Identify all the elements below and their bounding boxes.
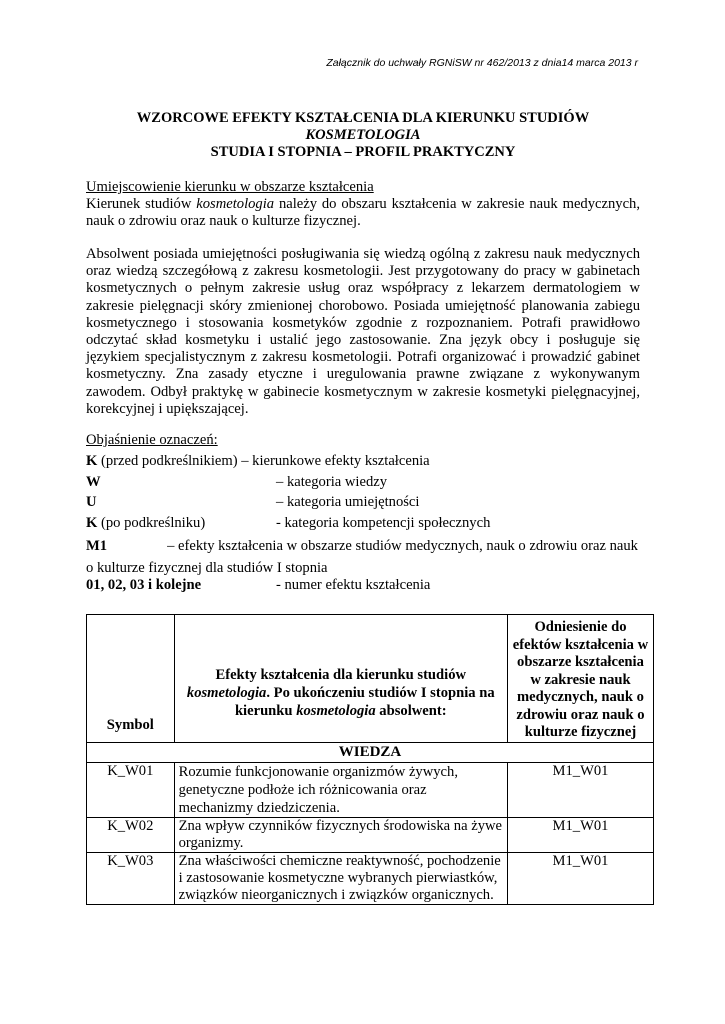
table-header-row — [87, 615, 654, 743]
location-paragraph — [86, 196, 640, 230]
location-text-post: należy do obszaru kształcenia w zakresie nauk medycznych, nauk o zdrowiu oraz nauk o kulturze fizycznej. — [86, 196, 640, 230]
title-line-1: WZORCOWE EFEKTY KSZTAŁCENIA DLA KIERUNKU STUDIÓW — [136, 110, 590, 126]
legend-row-w: W – kategoria wiedzy — [86, 474, 388, 490]
location-heading-text: Umiejscowienie kierunku w obszarze kształcenia — [86, 179, 374, 195]
legend-row-k1: K (przed podkreślnikiem) – kierunkowe efekty kształcenia — [86, 453, 430, 469]
header-symbol: Symbol — [87, 615, 175, 743]
row-symbol: K_W02 — [87, 817, 175, 852]
table-row — [87, 817, 654, 852]
learning-outcomes-table — [86, 614, 654, 905]
row-reference: M1_W01 — [507, 762, 653, 817]
location-text-italic: kosmetologia — [196, 196, 275, 212]
row-reference: M1_W01 — [507, 817, 653, 852]
table-row — [87, 762, 654, 817]
location-text-pre: Kierunek studiów — [86, 196, 197, 212]
section-row-wiedza — [87, 742, 654, 762]
location-heading — [86, 179, 640, 196]
annex-note: Załącznik do uchwały RGNiSW nr 462/2013 z dnia14 marca 2013 r — [326, 57, 638, 69]
header-description: Efekty kształcenia dla kierunku studiów kosmetologia. Po ukończeniu studiów I stopnia na kierunku kosmetologia absolwent: — [174, 615, 507, 743]
title-line-2: KOSMETOLOGIA — [305, 127, 421, 143]
row-description: Zna właściwości chemiczne reaktywność, pochodzenie i zastosowanie kosmetyczne wybranych pierwiastków, związków nieorganicznych i związków organicznych. — [174, 852, 507, 904]
document-title — [86, 110, 640, 161]
row-symbol: K_W01 — [87, 762, 175, 817]
legend-row-k2: K (po podkreślniku) - kategoria kompetencji społecznych — [86, 515, 491, 531]
row-symbol: K_W03 — [87, 852, 175, 904]
legend-row-number: 01, 02, 03 i kolejne - numer efektu kształcenia — [86, 577, 431, 593]
legend-row-u: U – kategoria umiejętności — [86, 494, 420, 510]
title-line-3: STUDIA I STOPNIA – PROFIL PRAKTYCZNY — [210, 144, 516, 160]
legend-row-m1: M1 – efekty kształcenia w obszarze studiów medycznych, nauk o zdrowiu oraz nauk o kulturze fizycznej dla studiów I stopnia — [86, 538, 638, 576]
section-title: WIEDZA — [87, 742, 654, 762]
graduate-paragraph: Absolwent posiada umiejętności posługiwania się wiedzą ogólną z zakresu nauk medycznych oraz wiedzą szczegółową z zakresu kosmetologii. Jest przygotowany do pracy w gabinetach kosmetycznych o pełnym zakresie usług oraz współpracy z lekarzem dermatologiem w zakresie pielęgnacji skóry zmienionej chorobowo. Posiada umiejętność planowania zabiegu kosmetycznego i stosowania kosmetyków zgodnie z rozpoznaniem. Potrafi prawidłowo odczytać skład kosmetyku i ustalić jego zastosowanie. Zna język obcy i posługuje się językiem specjalistycznym z zakresu kosmetologii. Potrafi organizować i prowadzić gabinet kosmetyczny. Zna zasady etyczne i uregulowania prawne związane z wykonywanym zawodem. Odbył praktykę w gabinecie kosmetycznym w zakresie kosmetyki pielęgnacyjnej, korekcyjnej i upiększającej. — [86, 246, 640, 417]
row-reference: M1_W01 — [507, 852, 653, 904]
legend-heading: Objaśnienie oznaczeń: — [86, 432, 218, 448]
row-description: Rozumie funkcjonowanie organizmów żywych, genetyczne podłoże ich różnicowania oraz mechanizmy dziedziczenia. — [174, 762, 507, 817]
table-row — [87, 852, 654, 904]
header-reference: Odniesienie do efektów kształcenia w obszarze kształcenia w zakresie nauk medycznych, nauk o zdrowiu oraz nauk o kulturze fizycznej — [507, 615, 653, 743]
row-description: Zna wpływ czynników fizycznych środowiska na żywe organizmy. — [174, 817, 507, 852]
